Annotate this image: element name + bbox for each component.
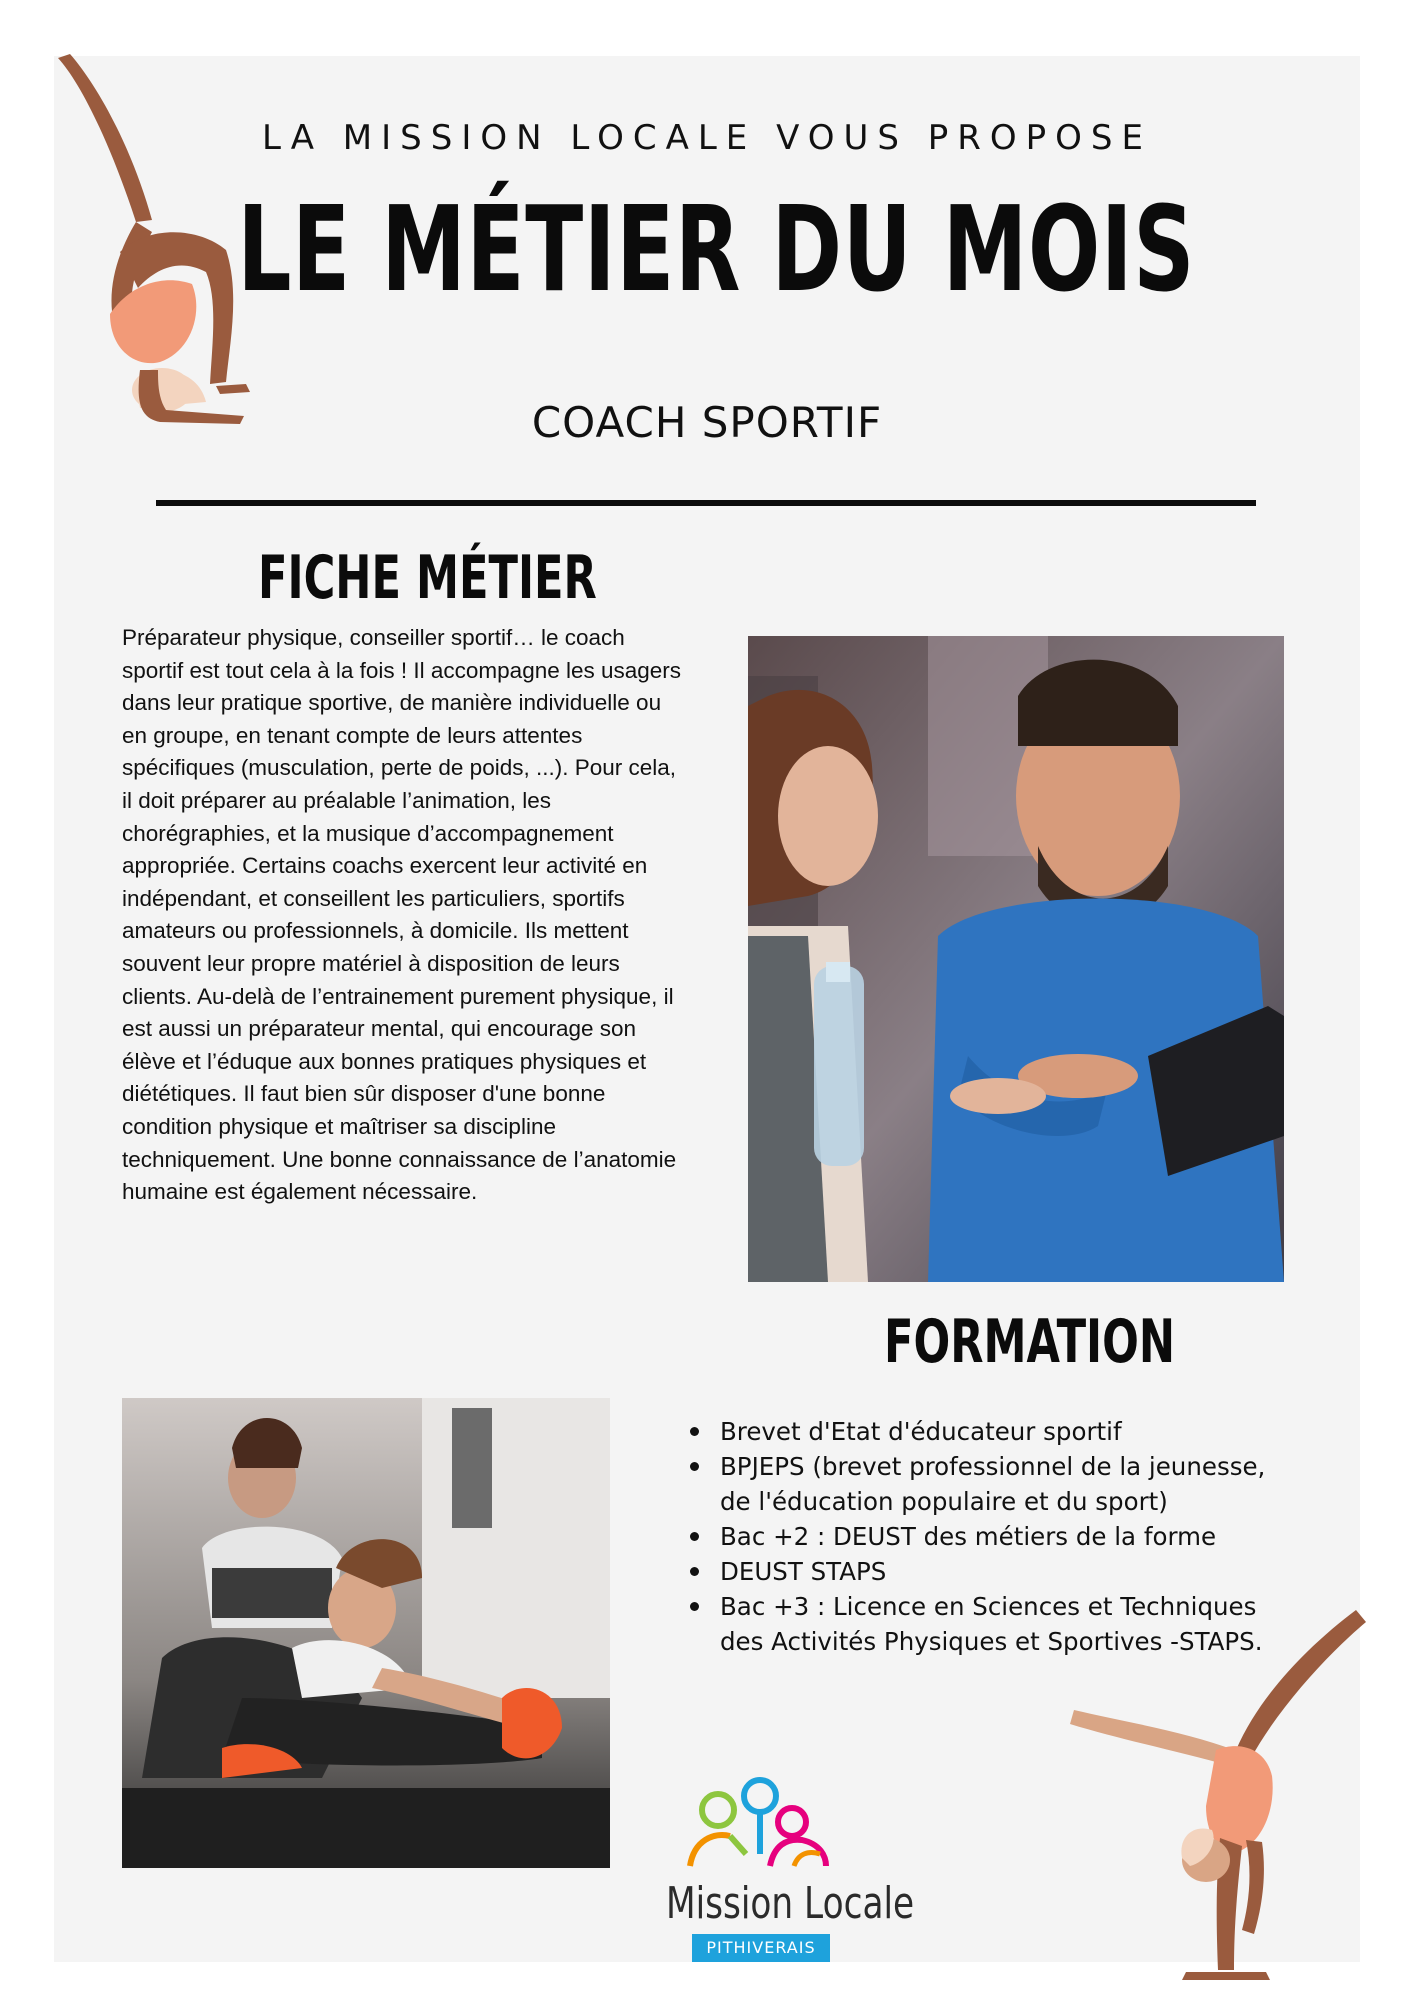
list-item: BPJEPS (brevet professionnel de la jeunesse, de l'éducation populaire et du sport) bbox=[686, 1449, 1286, 1519]
bullet-icon bbox=[690, 1602, 699, 1611]
divider bbox=[156, 500, 1256, 506]
job-title: COACH SPORTIF bbox=[531, 398, 883, 447]
coach-client-photo bbox=[748, 636, 1284, 1282]
fiche-description: Préparateur physique, conseiller sportif… le coach sportif est tout cela à la fois ! Il accompagne les usagers dans leur pratique sportive, de manière individuelle ou en groupe, en tenant compte de leurs attentes spécifiques (musculation, perte de poids, ...). Pour cela, il doit préparer au préalable l’animation, les chorégraphies, et la musique d’accompagnement appropriée. Certains coachs exercent leur activité en indépendant, et conseillent les particuliers, sportifs amateurs ou professionnels, à domicile. Ils mettent souvent leur propre matériel à disposition de leurs clients. Au-delà de l’entrainement purement physique, il est aussi un préparateur mental, qui encourage son élève et l’éduque aux bonnes pratiques physiques et diététiques. Il faut bien sûr disposer d'une bonne condition physique et maîtriser sa discipline techniquement. Une bonne connaissance de l’anatomie humaine est également nécessaire. bbox=[122, 625, 682, 1205]
mission-locale-logo bbox=[640, 1774, 915, 1960]
list-item: Brevet d'Etat d'éducateur sportif bbox=[686, 1414, 1286, 1449]
list-item: Bac +3 : Licence en Sciences et Techniques des Activités Physiques et Sportives -STAPS. bbox=[686, 1589, 1286, 1659]
formation-title: FORMATION bbox=[884, 1307, 1175, 1377]
logo-name: Mission Locale bbox=[665, 1878, 915, 1929]
stretching-photo bbox=[122, 1398, 610, 1868]
bullet-icon bbox=[690, 1567, 699, 1576]
fiche-title: FICHE MÉTIER bbox=[258, 543, 597, 613]
list-item: Bac +2 : DEUST des métiers de la forme bbox=[686, 1519, 1286, 1554]
logo-figures-icon bbox=[674, 1774, 842, 1874]
poster-kicker: LA MISSION LOCALE VOUS PROPOSE bbox=[262, 118, 1152, 158]
bullet-icon bbox=[690, 1532, 699, 1541]
list-item: DEUST STAPS bbox=[686, 1554, 1286, 1589]
poster-headline: LE MÉTIER DU MOIS bbox=[237, 180, 1196, 318]
bullet-icon bbox=[690, 1462, 699, 1471]
bullet-icon bbox=[690, 1427, 699, 1436]
gymnast-handstand-illustration bbox=[1066, 1600, 1366, 1990]
logo-tagline: PITHIVERAIS bbox=[692, 1934, 830, 1962]
